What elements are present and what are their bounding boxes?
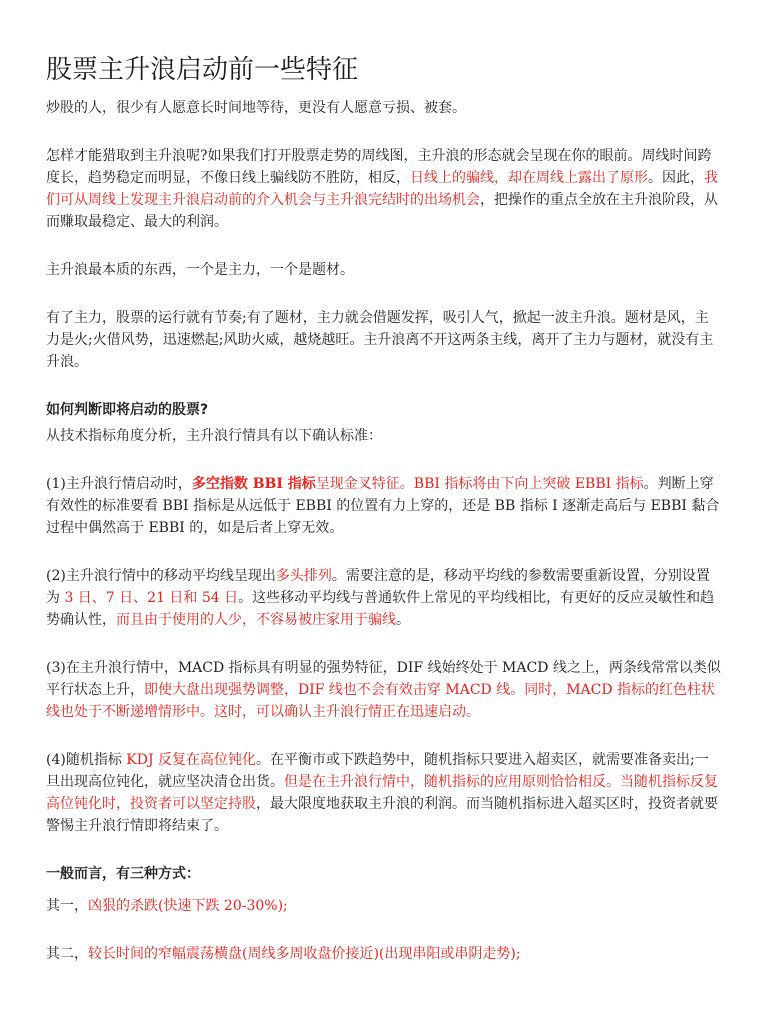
paragraph-weekly-chart bbox=[46, 145, 722, 233]
highlight-text: 而且由于使用的人少，不容易被庄家用于骗线 bbox=[116, 612, 396, 628]
section-heading-three-ways: 一般而言，有三种方式： bbox=[46, 866, 200, 882]
criterion-2-moving-average bbox=[46, 565, 722, 631]
text-span: 。需要注意的是，移动平均线的参数需要重新设置，分别设置为 bbox=[46, 568, 710, 606]
highlight-text: 但是在主升浪行情中，随机指标的应用原则恰恰相反。当随机指标反复高位钝化时，投资者可以坚定持股 bbox=[46, 774, 718, 812]
criterion-4-kdj bbox=[46, 749, 722, 837]
page-title: 股票主升浪启动前一些特征 bbox=[46, 55, 359, 85]
highlight-text: KDJ 反复在高位钝化 bbox=[126, 752, 257, 768]
text-span: (3)在主升浪行情中，MACD 指标具有明显的强势特征，DIF 线始终处于 MACD 线之上，两条线常常以类似平行状态上升， bbox=[46, 660, 721, 698]
text-span: 怎样才能猎取到主升浪呢?如果我们打开股票走势的周线图，主升浪的形态就会呈现在你的眼前。周线时间跨度长，趋势稳定而明显，不像日线上骗线防不胜防，相反， bbox=[46, 148, 712, 186]
highlight-text: 较长时间的窄幅震荡横盘(周线多周收盘价接近)(出现串阳或串阴走势); bbox=[88, 946, 521, 962]
highlight-text: 多头排列 bbox=[275, 568, 332, 584]
text-span: ，最大限度地获取主升浪的利润。而当随机指标进入超买区时，投资者就要警惕主升浪行情即将结束了。 bbox=[46, 796, 718, 834]
highlight-text: 3 日、7 日、21 日和 54 日 bbox=[64, 590, 239, 606]
highlight-text: 多空指数 BBI 指标 bbox=[191, 476, 316, 492]
highlight-text: 我们可从周线上发现主升浪启动前的介入机会与主升浪完结时的出场机会 bbox=[46, 170, 718, 208]
text-span: 其二， bbox=[46, 946, 88, 962]
way-1 bbox=[46, 895, 722, 917]
text-span: 。判断上穿有效性的标准要看 BBI 指标是从远低于 EBBI 的位置有力上穿的，还是 BB 指标 I 逐渐走高后与 EBBI 黏合过程中偶然高于 EBBI 的，如是后者上穿无效。 bbox=[46, 476, 720, 536]
highlight-text: 日线上的骗线，却在周线上露出了原形 bbox=[410, 170, 648, 186]
paragraph-essence: 主升浪最本质的东西，一个是主力，一个是题材。 bbox=[46, 262, 354, 278]
highlight-text: 凶狠的杀跌(快速下跌 20-30%); bbox=[88, 898, 288, 914]
text-span: 。因此， bbox=[648, 170, 704, 186]
highlight-text: 即使大盘出现强势调整，DIF 线也不会有效击穿 MACD 线。同时，MACD 指标的红色柱状线也处于不断递增情形中。这时，可以确认主升浪行情正在迅速启动。 bbox=[46, 682, 716, 720]
text-span: (1)主升浪行情启动时， bbox=[46, 476, 192, 492]
highlight-text: 呈现金叉特征。BBI 指标将由下向上突破 EBBI 指标 bbox=[315, 476, 644, 492]
text-span: 其一， bbox=[46, 898, 88, 914]
paragraph-main-force: 有了主力，股票的运行就有节奏;有了题材，主力就会借题发挥，吸引人气，掀起一波主升浪。题材是风，主力是火;火借风势，迅速燃起;风助火威，越烧越旺。主升浪离不开这两条主线，离开了主力与题材，就没有主升浪。 bbox=[46, 310, 714, 370]
text-span: (4)随机指标 bbox=[46, 752, 127, 768]
paragraph-criteria-intro: 从技术指标角度分析，主升浪行情具有以下确认标准： bbox=[46, 428, 382, 444]
text-span: ，把操作的重点全放在主升浪阶段，从而赚取最稳定、最大的利润。 bbox=[46, 192, 718, 230]
criterion-1-bbi bbox=[46, 473, 722, 539]
text-span: 。 bbox=[396, 612, 410, 628]
text-span: 。在平衡市或下跌趋势中，随机指标只要进入超卖区，就需要准备卖出;一旦出现高位钝化，就应坚决清仓出货。 bbox=[46, 752, 709, 790]
criterion-3-macd bbox=[46, 657, 722, 723]
text-span: (2)主升浪行情中的移动平均线呈现出 bbox=[46, 568, 276, 584]
section-heading-judge: 如何判断即将启动的股票? bbox=[46, 402, 209, 418]
text-span: 。这些移动平均线与普通软件上常见的平均线相比，有更好的反应灵敏性和趋势确认性， bbox=[46, 590, 715, 628]
paragraph-intro: 炒股的人，很少有人愿意长时间地等待，更没有人愿意亏损、被套。 bbox=[46, 100, 466, 116]
way-2 bbox=[46, 943, 722, 965]
